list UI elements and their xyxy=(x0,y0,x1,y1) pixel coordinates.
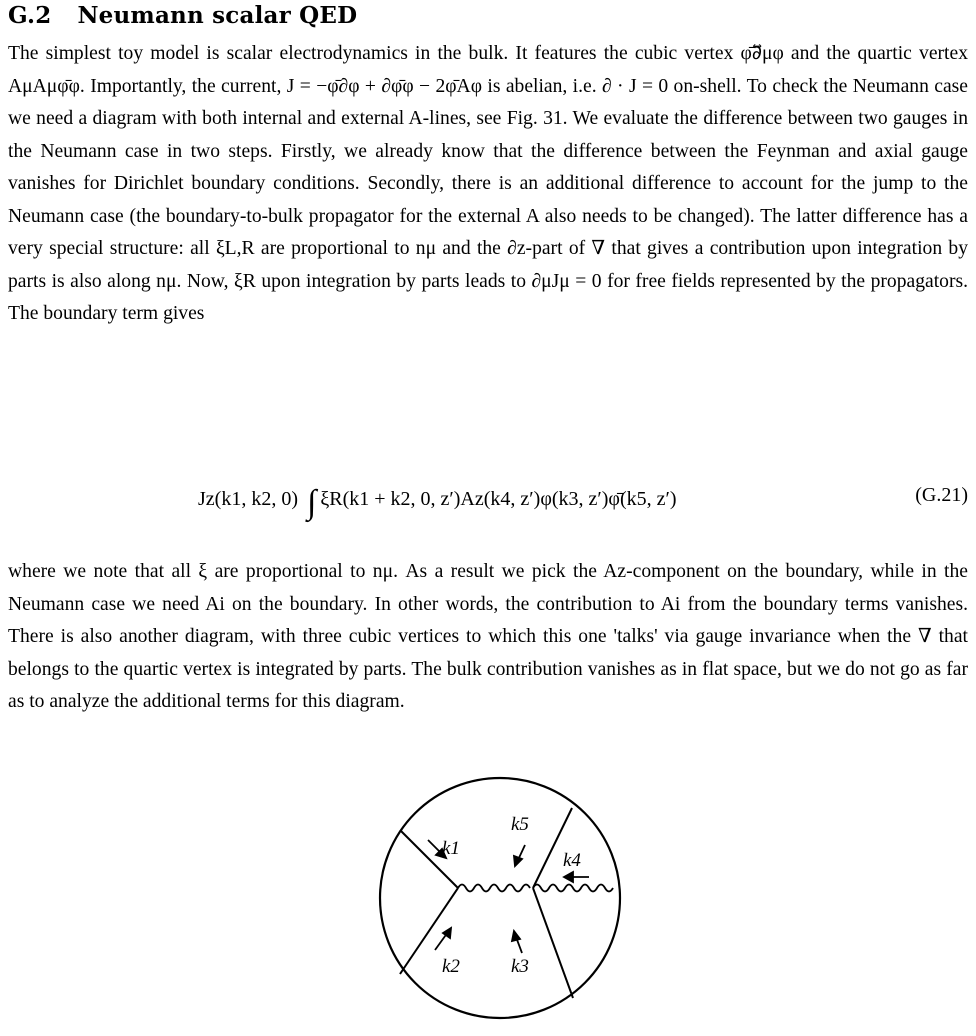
integral-sign: ∫ xyxy=(306,484,317,521)
label-k4: k4 xyxy=(563,850,581,871)
scalar-line-k3 xyxy=(533,888,573,998)
label-k5: k5 xyxy=(511,814,529,835)
label-k2: k2 xyxy=(442,956,460,977)
feynman-diagram xyxy=(380,770,620,1030)
equation-prefix: Jz(k1, k2, 0) xyxy=(198,488,298,510)
arrow-k4-head xyxy=(564,872,573,882)
paragraph-2 xyxy=(8,556,968,719)
section-heading xyxy=(8,2,357,29)
paragraph-1 xyxy=(8,38,968,331)
arrow-k5-head xyxy=(514,856,522,866)
label-k3: k3 xyxy=(511,956,529,977)
external-photon-line xyxy=(533,885,613,892)
internal-photon-line xyxy=(458,885,530,892)
equation-integrand: ξR(k1 + k2, 0, z′)Az(k4, z′)φ(k3, z′)φ̄(k5, z′) xyxy=(320,488,677,510)
equation-label: (G.21) xyxy=(915,484,968,506)
paragraph-2-text: where we note that all ξ are proportional to nμ. As a result we pick the Az-component on the boundary, while in the Neumann case we need Ai on the boundary. In other words, the contribution to Ai from the boundary terms vanishes. There is also another diagram, with three cubic vertices to which this one 'talks' via gauge invariance when the ∇ that belongs to the quartic vertex is integrated by parts. The bulk contribution vanishes as in flat space, but we do not go as far as to analyze the additional terms for this diagram. xyxy=(8,561,968,712)
section-title: Neumann scalar QED xyxy=(77,2,358,29)
feynman-diagram-figure xyxy=(380,770,620,1030)
section-number: G.2 xyxy=(8,2,52,29)
paragraph-1-text: The simplest toy model is scalar electrodynamics in the bulk. It features the cubic vertex φ̄∂⃡μφ and the quartic vertex AμAμφ̄φ. Importantly, the current, J = −φ̄∂φ + ∂φ̄φ − 2φ̄Aφ is abelian, i.e. ∂ · J = 0 on-shell. To check the Neumann case we need a diagram with both internal and external A-lines, see Fig. 31. We evaluate the difference between two gauges in the Neumann case in two steps. Firstly, we already know that the difference between the Feynman and axial gauge vanishes for Dirichlet boundary conditions. Secondly, there is an additional difference to account for the jump to the Neumann case (the boundary-to-bulk propagator for the external A also needs to be changed). The latter difference has a very special structure: all ξL,R are proportional to nμ and the ∂z-part of ∇ that gives a contribution upon integration by parts is also along nμ. Now, ξR upon integration by parts leads to ∂μJμ = 0 for free fields represented by the propagators. The boundary term gives xyxy=(8,43,968,324)
label-k1: k1 xyxy=(442,838,460,859)
equation-G21 xyxy=(8,480,968,520)
arrow-k3-head xyxy=(512,931,520,941)
boundary-circle xyxy=(380,778,620,1018)
equation-body xyxy=(198,484,677,522)
